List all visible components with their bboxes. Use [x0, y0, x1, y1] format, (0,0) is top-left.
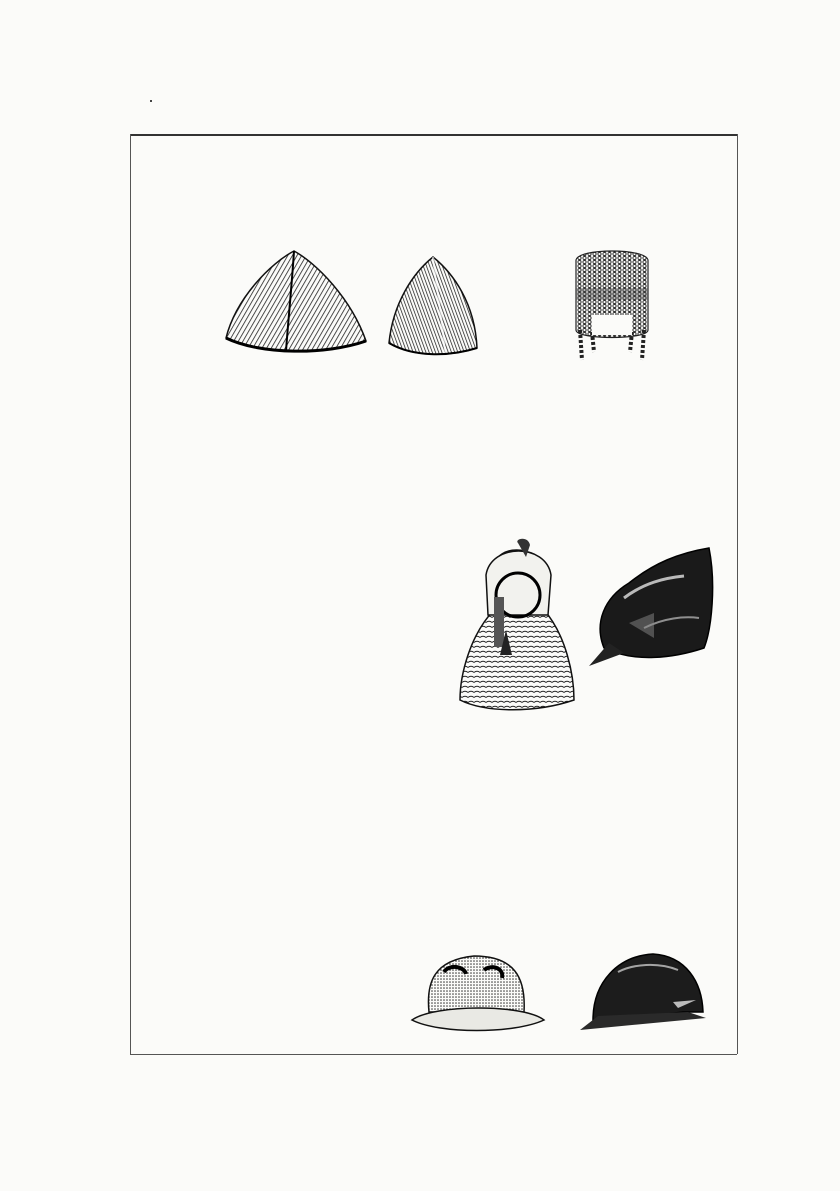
- page-frame-right: [737, 134, 739, 1054]
- speck: [150, 100, 152, 102]
- bacinet-588-illustration: [456, 535, 581, 715]
- helmet-586-illustration: [383, 253, 483, 363]
- bacinet-589-illustration: [584, 538, 724, 668]
- page-frame-top: [130, 134, 737, 137]
- helmet-587-mail-coif-illustration: [562, 240, 662, 380]
- salade-590-illustration: [404, 942, 549, 1037]
- page-frame-left: [130, 134, 132, 1054]
- salade-591-illustration: [578, 942, 708, 1037]
- helmet-585-illustration: [216, 243, 376, 363]
- page-frame-bottom: [130, 1054, 737, 1055]
